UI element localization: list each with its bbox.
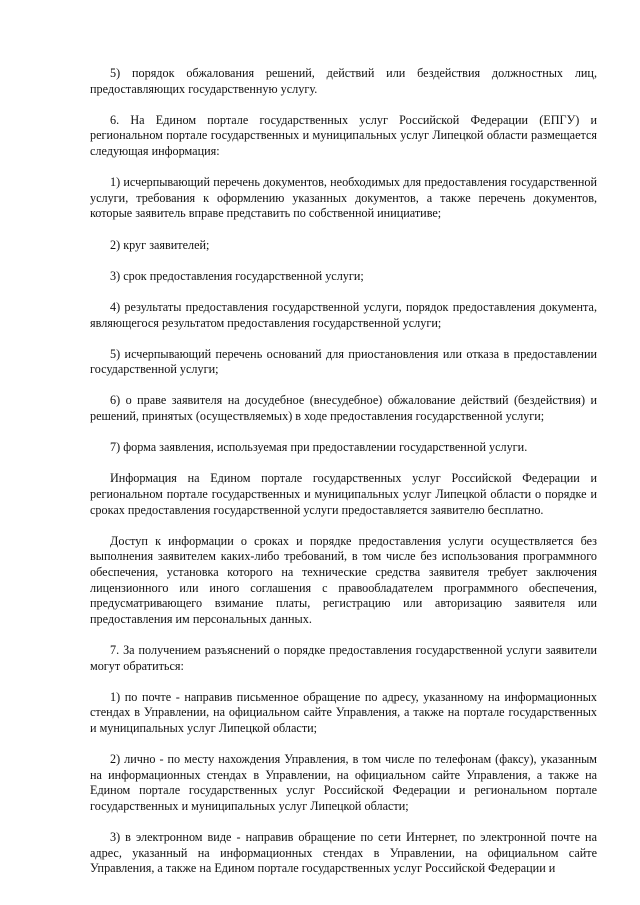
paragraph: 7) форма заявления, используемая при предоставлении государственной услуги. bbox=[110, 440, 528, 455]
paragraph: 6) о праве заявителя на досудебное (внесудебное) обжалование действий (бездействия) и решений, принятых (осуществляемых) в ходе предоставления государственной услуги; bbox=[90, 393, 597, 424]
paragraph: 3) в электронном виде - направив обращение по сети Интернет, по электронной почте на адрес, указанный на информационных стендах в Управлении, на официальном сайте Управления, а также на Едином портале государственных услуг Российской Федерации и bbox=[90, 830, 597, 876]
paragraph: 2) лично - по месту нахождения Управления, в том числе по телефонам (факсу), указанным на информационных стендах в Управлении, на официальном сайте Управления, а также на Едином портале государственных услуг Российской Федерации и региональном портале государственных и муниципальных услуг Липецкой области; bbox=[90, 752, 597, 813]
paragraph: Информация на Едином портале государственных услуг Российской Федерации и региональном портале государственных и муниципальных услуг Липецкой области о порядке и сроках предоставления государственной услуги предоставляется заявителю бесплатно. bbox=[90, 471, 597, 517]
document-page bbox=[90, 66, 597, 892]
paragraph: 4) результаты предоставления государственной услуги, порядок предоставления документа, являющегося результатом предоставления государственной услуги; bbox=[90, 299, 597, 330]
paragraph: 3) срок предоставления государственной услуги; bbox=[110, 268, 364, 283]
paragraph: 2) круг заявителей; bbox=[110, 237, 210, 252]
paragraph: 1) исчерпывающий перечень документов, необходимых для предоставления государственной услуги, требования к оформлению указанных документов, а также перечень документов, которые заявитель вправе представить по собственной инициативе; bbox=[90, 175, 597, 221]
paragraph: 5) порядок обжалования решений, действий или бездействия должностных лиц, предоставляющих государственную услугу. bbox=[90, 66, 597, 96]
paragraph: 5) исчерпывающий перечень оснований для приостановления или отказа в предоставлении государственной услуги; bbox=[90, 346, 597, 377]
paragraph: 7. За получением разъяснений о порядке предоставления государственной услуги заявители могут обратиться: bbox=[90, 642, 597, 673]
paragraph: 1) по почте - направив письменное обращение по адресу, указанному на информационных стендах в Управлении, на официальном сайте Управления, а также на портале государственных и муниципальных услуг Липецкой области; bbox=[90, 689, 597, 735]
paragraph: 6. На Едином портале государственных услуг Российской Федерации (ЕПГУ) и региональном портале государственных и муниципальных услуг Липецкой области размещается следующая информация: bbox=[90, 112, 597, 158]
paragraph: Доступ к информации о сроках и порядке предоставления услуги осуществляется без выполнения заявителем каких-либо требований, в том числе без использования программного обеспечения, установка которого на технические средства заявителя требует заключения лицензионного или иного соглашения с правообладателем программного обеспечения, предусматривающего взимание платы, регистрацию или авторизацию заявителя или предоставления им персональных данных. bbox=[90, 533, 597, 626]
